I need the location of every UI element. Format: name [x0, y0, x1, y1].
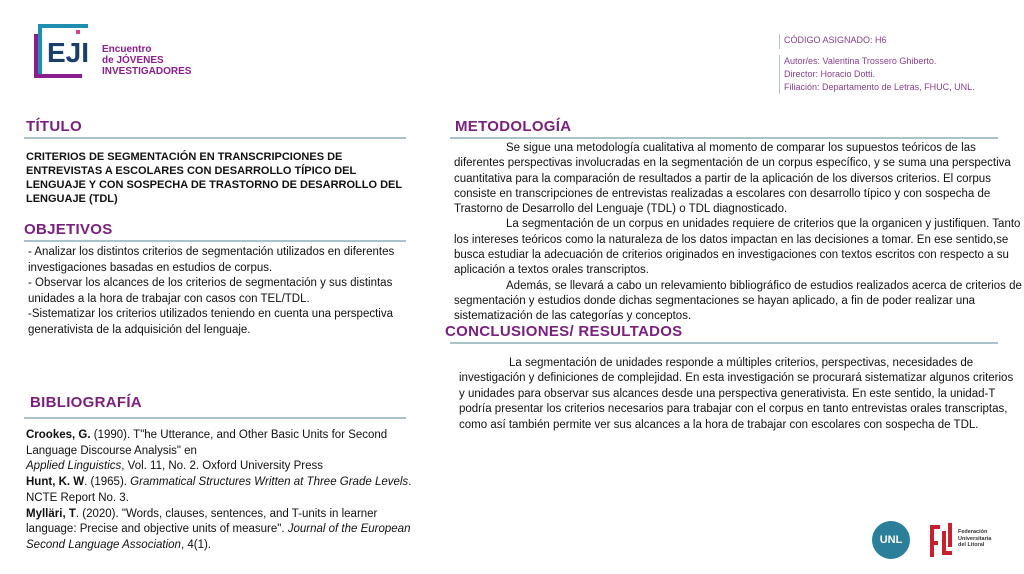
conclusiones-text	[459, 356, 1014, 433]
objetivos-list	[28, 245, 403, 338]
meta-info	[779, 34, 1019, 94]
bibliografia-list	[26, 428, 426, 554]
eji-logo-text	[102, 44, 191, 77]
metodologia-text	[454, 141, 1022, 325]
assigned-code: CÓDIGO ASIGNADO: H6	[779, 34, 1019, 49]
fuc-logo	[926, 519, 1016, 561]
logo-line: de JÓVENES	[102, 55, 164, 66]
director: Director: Horacio Dotti.	[784, 69, 876, 79]
objetivos-divider	[24, 240, 406, 242]
objetivo-item: - Analizar los distintos criterios de segmentación utilizados en diferentes investigaciones basadas en estudios de corpus.	[28, 246, 395, 274]
fuc-line: Universitaria	[958, 535, 992, 542]
author-block	[779, 55, 1019, 94]
eji-logo-mark	[32, 20, 94, 82]
metodologia-paragraph: La segmentación de un corpus en unidades requiere de criterios que la organicen y justifiquen. Tanto los intereses teóricos como la naturaleza de los datos impactan en las decisiones a tomar. En ese sentido,se busca estudiar la adecuación de criterios originados en investigaciones con textos escritos con respecto a su aplicación a textos orales transcriptos.	[454, 218, 1021, 277]
metodologia-paragraph: Se sigue una metodología cualitativa al momento de comparar los supuestos teóricos de las diferentes perspectivas involucradas en la segmentación de un corpus específico, y se suma una perspectiva cuantitativa para la comparación de resultados a partir de la aplicación de los diversos criterios. El corpus consiste en transcripciones de entrevistas realizadas a escolares con desarrollo típico y con sospecha de Trastorno de Desarrollo del Lenguaje (TDL) o TDL diagnosticado.	[454, 142, 1011, 216]
titulo-divider	[24, 137, 406, 139]
bib-ref: Mylläri, T. (2020). "Words, clauses, sentences, and T-units in learner language: Precise and objective units of measure". Journal of the European Second Language Association, 4(1).	[26, 507, 411, 551]
fuc-line: Federación	[958, 529, 988, 535]
bib-ref: Hunt, K. W. (1965). Grammatical Structures Written at Three Grade Levels. NCTE Report No. 3.	[26, 476, 412, 504]
fuc-line: del Litoral	[958, 542, 985, 548]
fuc-logo-mark	[926, 519, 956, 561]
poster-title: CRITERIOS DE SEGMENTACIÓN EN TRANSCRIPCIONES DE ENTREVISTAS A ESCOLARES CON DESARROLLO TÍPICO DEL LENGUAJE Y CON SOSPECHA DE TRASTORNO DE DESARROLLO DEL LENGUAJE (TDL)	[26, 151, 402, 205]
affiliation: Filiación: Departamento de Letras, FHUC, UNL.	[784, 82, 975, 92]
conclusiones-heading: CONCLUSIONES/ RESULTADOS	[445, 323, 683, 340]
eji-logo	[32, 20, 202, 82]
logo-line: INVESTIGADORES	[102, 66, 192, 77]
bibliografia-divider	[24, 417, 406, 419]
metodologia-paragraph: Además, se llevará a cabo un relevamiento bibliográfico de estudios realizados acerca de criterios de segmentación y estudios donde dichas segmentaciones se hayan aplicado, a fin de poder realizar una sistematización de las categorías y conceptos.	[454, 279, 1022, 323]
objetivos-heading: OBJETIVOS	[24, 221, 113, 238]
metodologia-heading: METODOLOGÍA	[455, 118, 572, 135]
logo-line: Encuentro	[102, 44, 152, 55]
objetivo-item: - Observar los alcances de los criterios de segmentación y sus distintas unidades a la hora de trabajar con casos con TEL/TDL.	[28, 277, 393, 305]
conclusiones-paragraph: La segmentación de unidades responde a múltiples criterios, perspectivas, necesidades de investigación y definiciones de complejidad. En esta investigación se procurará sistematizar algunos criterios y unidades para observar sus alcances desde una perspectiva generativista. En este sentido, la unidad-T podría presentar los criterios necesarios para trabajar con el corpus en tanto entrevistas orales transcriptas, como así también permite ver sus alcances a la hora de trabajar con escolares con sospecha de TDL.	[459, 357, 1014, 431]
metodologia-divider	[450, 137, 998, 139]
bib-ref: Crookes, G. (1990). T"he Utterance, and Other Basic Units for Second Language Discourse Analysis" en Applied Linguistics, Vol. 11, No. 2. Oxford University Press	[26, 429, 388, 473]
unl-logo: UNL	[872, 521, 910, 559]
fuc-logo-text	[958, 529, 991, 549]
objetivo-item: -Sistematizar los criterios utilizados teniendo en cuenta una perspectiva generativista de la adquisición del lenguaje.	[28, 308, 393, 336]
author: Autor/es: Valentina Trossero Ghiberto.	[784, 56, 937, 66]
eji-logo-letters: EJI	[47, 37, 90, 68]
conclusiones-divider	[450, 342, 998, 344]
titulo-heading: TÍTULO	[26, 118, 82, 135]
bibliografia-heading: BIBLIOGRAFÍA	[30, 394, 142, 411]
